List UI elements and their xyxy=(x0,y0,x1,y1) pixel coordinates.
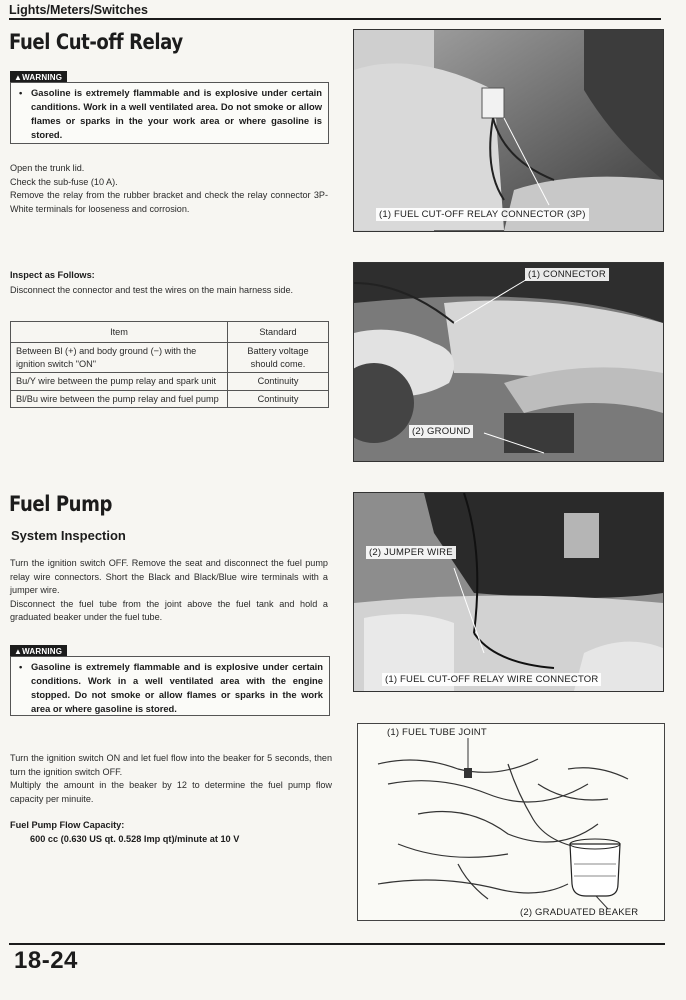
column-header-item: Item xyxy=(11,322,228,343)
capacity-label: Fuel Pump Flow Capacity: xyxy=(10,820,125,830)
table-cell-item: Bu/Y wire between the pump relay and spark unit xyxy=(11,373,228,391)
fig3-jumper-label: (2) JUMPER WIRE xyxy=(366,546,456,559)
pump-intro xyxy=(10,557,328,625)
table-cell-item: Between Bl (+) and body ground (−) with the ignition switch "ON" xyxy=(11,343,228,373)
fuel-tube-diagram xyxy=(357,723,665,921)
jumper-wire-photo xyxy=(353,492,664,692)
table-cell-standard: Continuity xyxy=(228,373,329,391)
table-row xyxy=(11,343,329,373)
graduated-beaker-icon xyxy=(570,839,620,896)
relay-title: Fuel Cut-off Relay xyxy=(9,30,183,54)
relay-step: Open the trunk lid. xyxy=(10,163,85,173)
relay-steps xyxy=(10,162,328,216)
table-cell-standard: Battery voltage should come. xyxy=(228,343,329,373)
connector-ground-illustration xyxy=(354,263,663,461)
fig2-ground-label: (2) GROUND xyxy=(409,425,473,438)
relay-warning-tag: ▲WARNING xyxy=(10,67,67,85)
connector-ground-photo xyxy=(353,262,664,462)
table-header-row xyxy=(11,322,329,343)
relay-connector-illustration xyxy=(354,30,663,231)
spec-table xyxy=(10,321,329,408)
inspect-text: Disconnect the connector and test the wires on the main harness side. xyxy=(10,285,294,295)
footer-rule xyxy=(9,943,665,945)
pump-intro-para: Turn the ignition switch OFF. Remove the seat and disconnect the fuel pump relay wire connectors. Short the Black and Black/Blue wire terminals with a jumper wire. xyxy=(10,558,328,596)
pump-title: Fuel Pump xyxy=(9,492,112,516)
relay-step: Remove the relay from the rubber bracket and check the relay connector 3P-White terminals for looseness and corrosion. xyxy=(10,190,328,214)
table-cell-item: Bl/Bu wire between the pump relay and fuel pump xyxy=(11,390,228,408)
table-row xyxy=(11,390,329,408)
page-number: 18-24 xyxy=(14,947,78,974)
warning-triangle-icon: ▲ xyxy=(14,647,23,656)
relay-step: Check the sub-fuse (10 A). xyxy=(10,176,118,187)
table-row xyxy=(11,373,329,391)
relay-connector-photo xyxy=(353,29,664,232)
column-header-standard: Standard xyxy=(228,322,329,343)
bullet-icon: • xyxy=(19,661,23,672)
fig4-beaker-label: (2) GRADUATED BEAKER xyxy=(520,907,639,918)
table-cell-standard: Continuity xyxy=(228,390,329,408)
fig2-connector-label: (1) CONNECTOR xyxy=(525,268,609,281)
fuel-tube-illustration xyxy=(358,724,664,920)
pump-procedure-para: Turn the ignition switch ON and let fuel flow into the beaker for 5 seconds, then turn the ignition switch OFF. xyxy=(10,753,332,777)
pump-procedure xyxy=(10,752,332,806)
relay-warning-box: • Gasoline is extremely flammable and is explosive under certain canditions. Work in a well ventilated area. Do not smoke or allow flames or sparks in the your work area or where gasoline is stored. xyxy=(10,82,329,144)
jumper-wire-illustration xyxy=(354,493,663,691)
pump-procedure-para: Multiply the amount in the beaker by 12 to determine the fuel pump flow capacity per minuite. xyxy=(10,780,332,804)
section-header: Lights/Meters/Switches xyxy=(9,3,148,17)
warning-triangle-icon: ▲ xyxy=(14,73,23,82)
fig4-joint-label: (1) FUEL TUBE JOINT xyxy=(387,727,487,738)
bullet-icon: • xyxy=(19,87,23,98)
pump-warning-tag: ▲WARNING xyxy=(10,641,67,659)
pump-intro-para: Disconnect the fuel tube from the joint above the fuel tank and hold a graduated beaker under the fuel tube. xyxy=(10,598,328,623)
capacity-value: 600 cc (0.630 US qt. 0.528 Imp qt)/minute at 10 V xyxy=(30,834,240,844)
fig3-connector-label: (1) FUEL CUT-OFF RELAY WIRE CONNECTOR xyxy=(382,673,601,686)
inspect-label: Inspect as Follows: xyxy=(10,270,95,280)
pump-warning-box: • Gasoline is extremely flammable and is explosive under certain conditions. Work in a well ventilated area with the engine stopped. Do not smoke or allow flames or sparks in the work area or where gasoline is stored. xyxy=(10,656,330,716)
header-rule xyxy=(9,18,661,20)
fig1-label: (1) FUEL CUT-OFF RELAY CONNECTOR (3P) xyxy=(376,208,589,221)
pump-subtitle: System Inspection xyxy=(11,528,126,543)
